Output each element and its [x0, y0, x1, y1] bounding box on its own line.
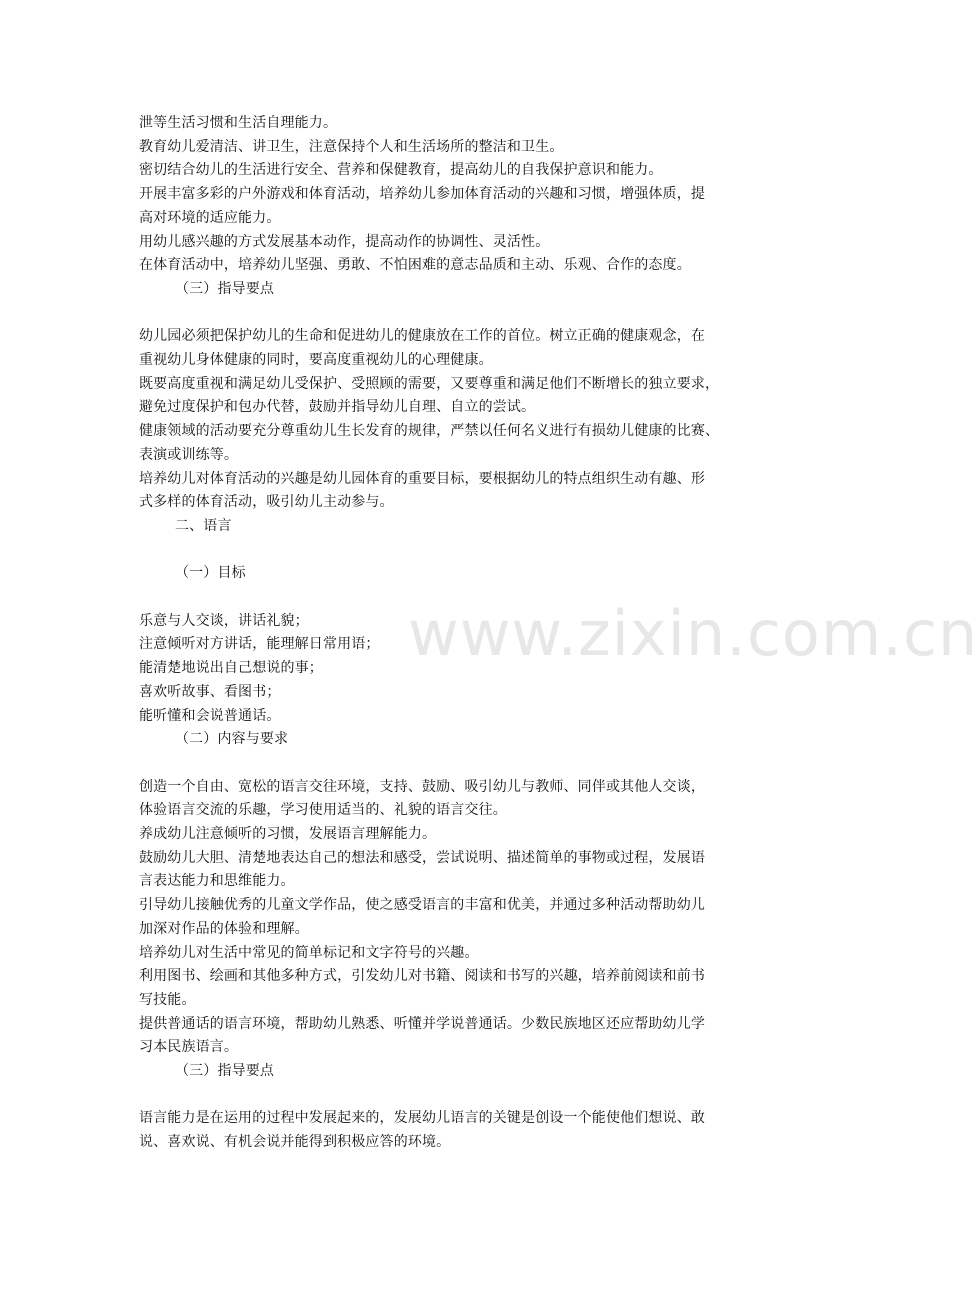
text-line: 言表达能力和思维能力。 [139, 873, 295, 890]
text-line: 开展丰富多彩的户外游戏和体育活动，培养幼儿参加体育活动的兴趣和习惯，增强体质，提 [139, 186, 705, 203]
text-line: 加深对作品的体验和理解。 [139, 920, 309, 937]
text-line: 教育幼儿爱清洁、讲卫生，注意保持个人和生活场所的整洁和卫生。 [139, 138, 564, 155]
blank-line [139, 302, 789, 326]
chapter-heading: 二、语言 [175, 517, 232, 534]
blank-line [139, 586, 789, 610]
text-line: 在体育活动中，培养幼儿坚强、勇敢、不怕困难的意志品质和主动、乐观、合作的态度。 [139, 257, 691, 274]
section-heading: （三）指导要点 [175, 280, 275, 297]
text-line: 语言能力是在运用的过程中发展起来的，发展幼儿语言的关键是创设一个能使他们想说、敢 [139, 1110, 705, 1127]
blank-line [139, 1084, 789, 1108]
text-line: 提供普通话的语言环境，帮助幼儿熟悉、听懂并学说普通话。少数民族地区还应帮助幼儿学 [139, 1015, 705, 1032]
text-line: 能清楚地说出自己想说的事； [139, 660, 323, 677]
section-heading: （一）目标 [175, 565, 246, 582]
text-line: 喜欢听故事、看图书； [139, 683, 281, 700]
text-line: 写技能。 [139, 991, 196, 1008]
text-line: 利用图书、绘画和其他多种方式，引发幼儿对书籍、阅读和书写的兴趣，培养前阅读和前书 [139, 968, 705, 985]
watermark-text: www.zixin.com.cn [408, 597, 978, 670]
text-line: 习本民族语言。 [139, 1039, 239, 1056]
section-heading: （三）指导要点 [175, 1063, 275, 1080]
text-line: 体验语言交流的乐趣，学习使用适当的、礼貌的语言交往。 [139, 802, 507, 819]
text-line: 养成幼儿注意倾听的习惯，发展语言理解能力。 [139, 826, 437, 843]
text-line: 创造一个自由、宽松的语言交往环境，支持、鼓励、吸引幼儿与教师、同伴或其他人交谈， [139, 778, 705, 795]
blank-line [139, 752, 789, 776]
text-line: 避免过度保护和包办代替，鼓励并指导幼儿自理、自立的尝试。 [139, 399, 536, 416]
document-page [139, 112, 789, 1155]
text-line: 健康领域的活动要充分尊重幼儿生长发育的规律，严禁以任何名义进行有损幼儿健康的比赛、 [139, 423, 720, 440]
text-line: 高对环境的适应能力。 [139, 209, 281, 226]
blank-line [139, 539, 789, 563]
text-line: 注意倾听对方讲话，能理解日常用语； [139, 636, 380, 653]
text-line: 培养幼儿对生活中常见的简单标记和文字符号的兴趣。 [139, 944, 479, 961]
section-heading: （二）内容与要求 [175, 731, 289, 748]
text-line: 密切结合幼儿的生活进行安全、营养和保健教育，提高幼儿的自我保护意识和能力。 [139, 162, 663, 179]
text-line: 式多样的体育活动，吸引幼儿主动参与。 [139, 494, 394, 511]
text-line: 幼儿园必须把保护幼儿的生命和促进幼儿的健康放在工作的首位。树立正确的健康观念，在 [139, 328, 705, 345]
text-line: 乐意与人交谈，讲话礼貌； [139, 612, 309, 629]
text-line: 泄等生活习惯和生活自理能力。 [139, 115, 338, 131]
text-line: 培养幼儿对体育活动的兴趣是幼儿园体育的重要目标，要根据幼儿的特点组织生动有趣、形 [139, 470, 705, 487]
text-line: 既要高度重视和满足幼儿受保护、受照顾的需要，又要尊重和满足他们不断增长的独立要求， [139, 375, 720, 392]
text-line: 表演或训练等。 [139, 446, 239, 463]
text-line: 鼓励幼儿大胆、清楚地表达自己的想法和感受，尝试说明、描述简单的事物或过程，发展语 [139, 849, 705, 866]
text-line: 用幼儿感兴趣的方式发展基本动作，提高动作的协调性、灵活性。 [139, 233, 550, 250]
text-line: 能听懂和会说普通话。 [139, 707, 281, 724]
text-line: 引导幼儿接触优秀的儿童文学作品，使之感受语言的丰富和优美，并通过多种活动帮助幼儿 [139, 897, 705, 914]
text-line: 说、喜欢说、有机会说并能得到积极应答的环境。 [139, 1134, 451, 1151]
text-line: 重视幼儿身体健康的同时，要高度重视幼儿的心理健康。 [139, 352, 493, 369]
